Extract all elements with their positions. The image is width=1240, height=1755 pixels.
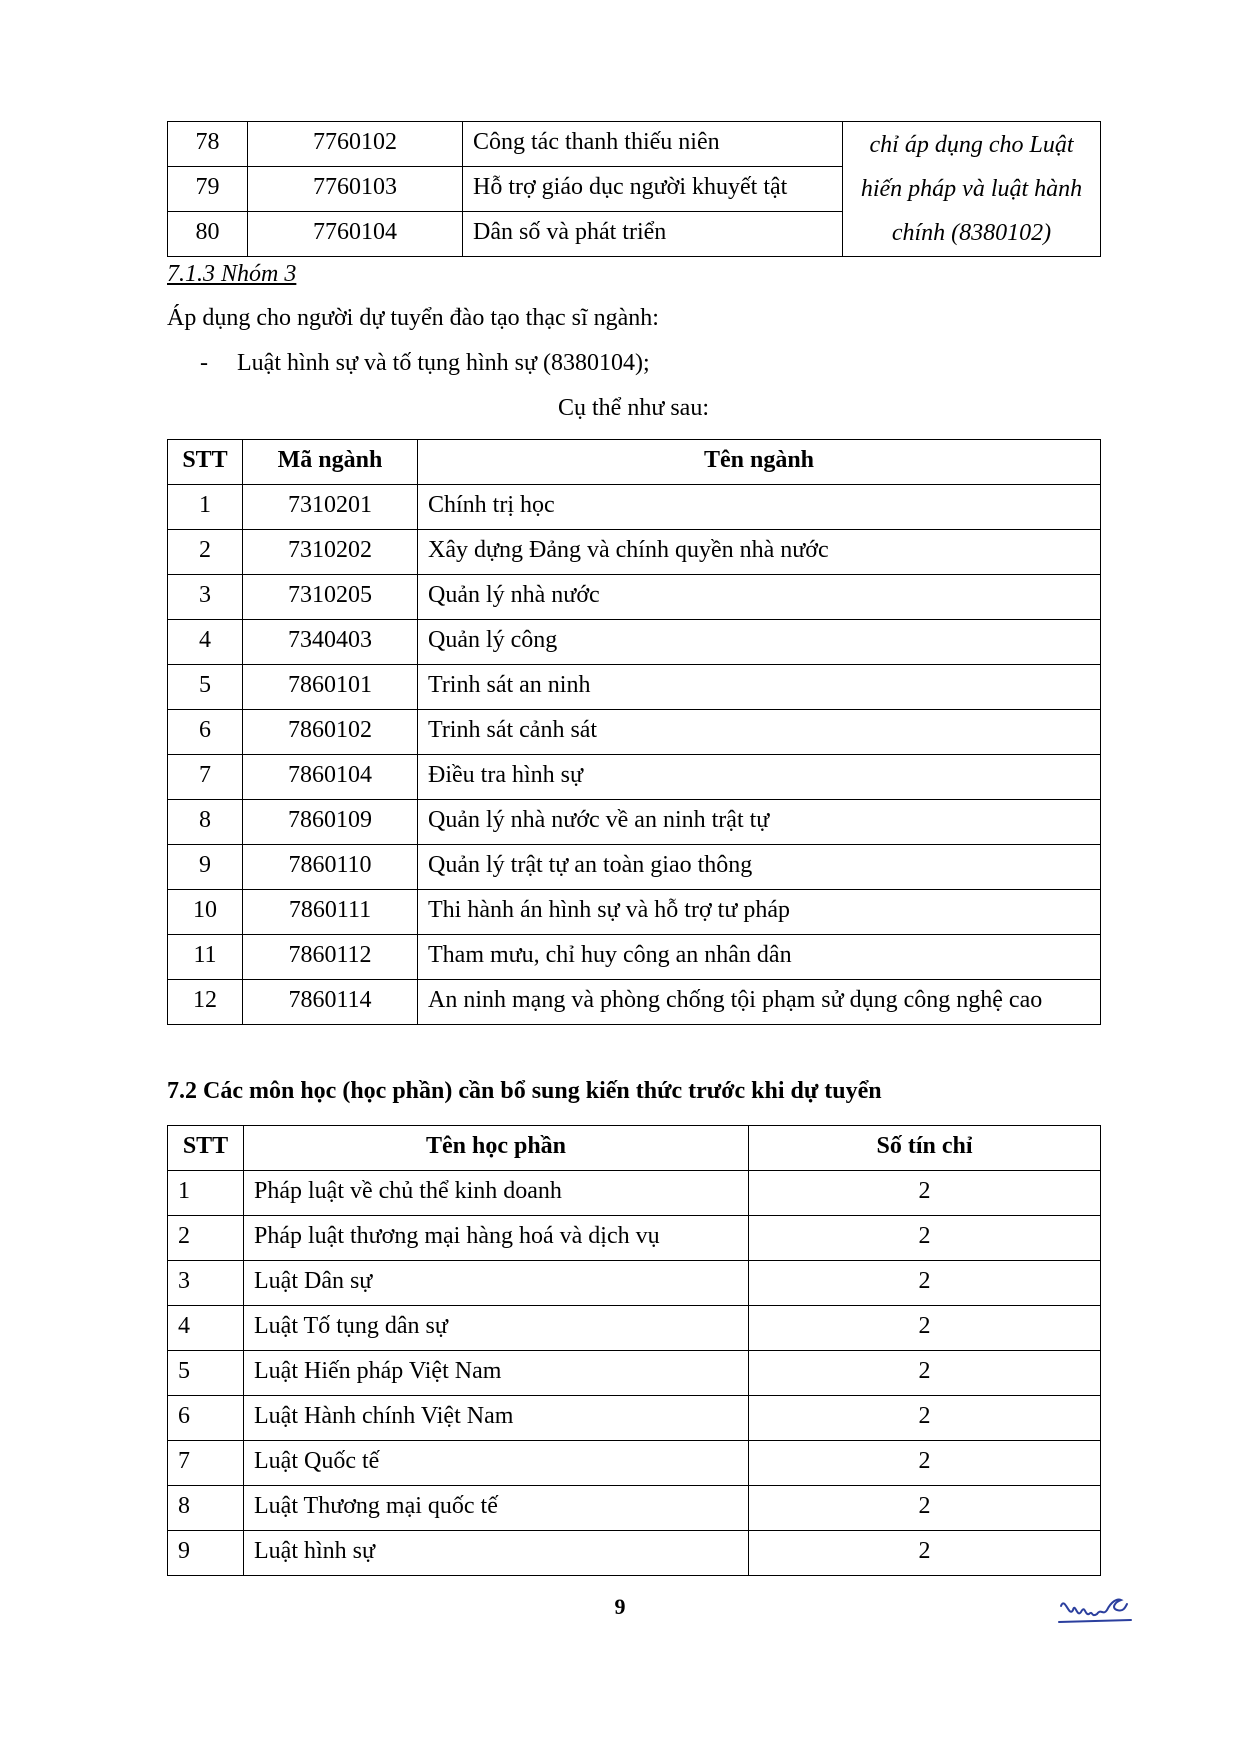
row-stt: 78: [168, 122, 248, 167]
cell-stt: 7: [168, 1441, 244, 1486]
table-row: [168, 980, 1101, 1025]
cell-major-name: Quản lý nhà nước về an ninh trật tự: [418, 800, 1101, 845]
header-name: Tên ngành: [418, 440, 1101, 485]
table-row: [168, 1531, 1101, 1576]
cell-stt: 6: [168, 1396, 244, 1441]
cell-stt: 3: [168, 1261, 244, 1306]
cell-code: 7860101: [243, 665, 418, 710]
row-name: Hỗ trợ giáo dục người khuyết tật: [463, 167, 843, 212]
cell-stt: 9: [168, 1531, 244, 1576]
cell-major-name: Xây dựng Đảng và chính quyền nhà nước: [418, 530, 1101, 575]
cell-major-name: Điều tra hình sự: [418, 755, 1101, 800]
cell-course-name: Luật hình sự: [244, 1531, 749, 1576]
cell-stt: 4: [168, 620, 243, 665]
cell-stt: 2: [168, 530, 243, 575]
row-name: Công tác thanh thiếu niên: [463, 122, 843, 167]
cell-stt: 6: [168, 710, 243, 755]
section-heading-72: 7.2 Các môn học (học phần) cần bổ sung kiến thức trước khi dự tuyển: [167, 1078, 882, 1104]
table-row: [168, 1306, 1101, 1351]
row-name: Dân số và phát triển: [463, 212, 843, 257]
cell-credits: 2: [749, 1261, 1101, 1306]
bullet-marker: -: [200, 350, 208, 376]
applicability-note: chỉ áp dụng cho Luật hiến pháp và luật hành chính (8380102): [843, 122, 1101, 257]
cell-credits: 2: [749, 1351, 1101, 1396]
table-row: [168, 530, 1101, 575]
cell-course-name: Pháp luật về chủ thể kinh doanh: [244, 1171, 749, 1216]
table-row: [168, 755, 1101, 800]
cell-code: 7860112: [243, 935, 418, 980]
cell-code: 7860104: [243, 755, 418, 800]
cell-credits: 2: [749, 1306, 1101, 1351]
table-row: [168, 845, 1101, 890]
table-row: [168, 122, 1101, 167]
table-row: [168, 935, 1101, 980]
table-row: [168, 1441, 1101, 1486]
table-row: [168, 485, 1101, 530]
table-row: [168, 890, 1101, 935]
cell-stt: 2: [168, 1216, 244, 1261]
cell-code: 7860110: [243, 845, 418, 890]
cell-course-name: Luật Quốc tế: [244, 1441, 749, 1486]
cell-credits: 2: [749, 1441, 1101, 1486]
cell-stt: 3: [168, 575, 243, 620]
cell-credits: 2: [749, 1396, 1101, 1441]
table-header-row: [168, 440, 1101, 485]
table-row: [168, 1486, 1101, 1531]
cell-stt: 10: [168, 890, 243, 935]
cell-stt: 1: [168, 1171, 244, 1216]
cell-course-name: Luật Tố tụng dân sự: [244, 1306, 749, 1351]
cell-course-name: Luật Hành chính Việt Nam: [244, 1396, 749, 1441]
cell-stt: 11: [168, 935, 243, 980]
cell-course-name: Pháp luật thương mại hàng hoá và dịch vụ: [244, 1216, 749, 1261]
bullet-item: Luật hình sự và tố tụng hình sự (8380104);: [237, 350, 650, 376]
row-stt: 79: [168, 167, 248, 212]
cell-major-name: Tham mưu, chỉ huy công an nhân dân: [418, 935, 1101, 980]
cell-code: 7860109: [243, 800, 418, 845]
cell-stt: 5: [168, 665, 243, 710]
table-header-row: [168, 1126, 1101, 1171]
cell-stt: 4: [168, 1306, 244, 1351]
cell-code: 7860111: [243, 890, 418, 935]
cell-major-name: Quản lý công: [418, 620, 1101, 665]
section-heading-713: 7.1.3 Nhóm 3: [167, 261, 297, 287]
cell-major-name: An ninh mạng và phòng chống tội phạm sử dụng công nghệ cao: [418, 980, 1101, 1025]
header-credits: Số tín chỉ: [749, 1126, 1101, 1171]
table-row: [168, 710, 1101, 755]
page-number: 9: [614, 1594, 626, 1619]
cell-stt: 1: [168, 485, 243, 530]
cell-course-name: Luật Dân sự: [244, 1261, 749, 1306]
cell-code: 7340403: [243, 620, 418, 665]
cell-course-name: Luật Thương mại quốc tế: [244, 1486, 749, 1531]
cell-stt: 9: [168, 845, 243, 890]
table-row: [168, 1171, 1101, 1216]
cell-code: 7310205: [243, 575, 418, 620]
table-row: [168, 1396, 1101, 1441]
signature-mark: [1055, 1588, 1135, 1628]
table-row: [168, 1216, 1101, 1261]
header-stt: STT: [168, 440, 243, 485]
header-stt: STT: [168, 1126, 244, 1171]
cell-credits: 2: [749, 1486, 1101, 1531]
cell-credits: 2: [749, 1531, 1101, 1576]
table-row: [168, 1261, 1101, 1306]
cell-major-name: Thi hành án hình sự và hỗ trợ tư pháp: [418, 890, 1101, 935]
cell-credits: 2: [749, 1171, 1101, 1216]
cell-stt: 5: [168, 1351, 244, 1396]
cell-stt: 7: [168, 755, 243, 800]
header-code: Mã ngành: [243, 440, 418, 485]
table-row: [168, 800, 1101, 845]
section-intro: Áp dụng cho người dự tuyển đào tạo thạc sĩ ngành:: [167, 305, 659, 331]
table-caption: Cụ thể như sau:: [558, 395, 709, 421]
cell-major-name: Chính trị học: [418, 485, 1101, 530]
cell-course-name: Luật Hiến pháp Việt Nam: [244, 1351, 749, 1396]
row-code: 7760103: [248, 167, 463, 212]
cell-code: 7310202: [243, 530, 418, 575]
row-stt: 80: [168, 212, 248, 257]
cell-stt: 8: [168, 800, 243, 845]
cell-stt: 8: [168, 1486, 244, 1531]
cell-major-name: Quản lý trật tự an toàn giao thông: [418, 845, 1101, 890]
table-row: [168, 665, 1101, 710]
table-row: [168, 1351, 1101, 1396]
cell-code: 7860102: [243, 710, 418, 755]
header-course: Tên học phần: [244, 1126, 749, 1171]
row-code: 7760102: [248, 122, 463, 167]
cell-code: 7860114: [243, 980, 418, 1025]
table-courses: [167, 1125, 1101, 1576]
cell-major-name: Trinh sát cảnh sát: [418, 710, 1101, 755]
cell-code: 7310201: [243, 485, 418, 530]
cell-credits: 2: [749, 1216, 1101, 1261]
table-continuation: [167, 121, 1101, 257]
cell-major-name: Quản lý nhà nước: [418, 575, 1101, 620]
table-row: [168, 620, 1101, 665]
cell-major-name: Trinh sát an ninh: [418, 665, 1101, 710]
table-row: [168, 575, 1101, 620]
row-code: 7760104: [248, 212, 463, 257]
cell-stt: 12: [168, 980, 243, 1025]
table-majors: [167, 439, 1101, 1025]
